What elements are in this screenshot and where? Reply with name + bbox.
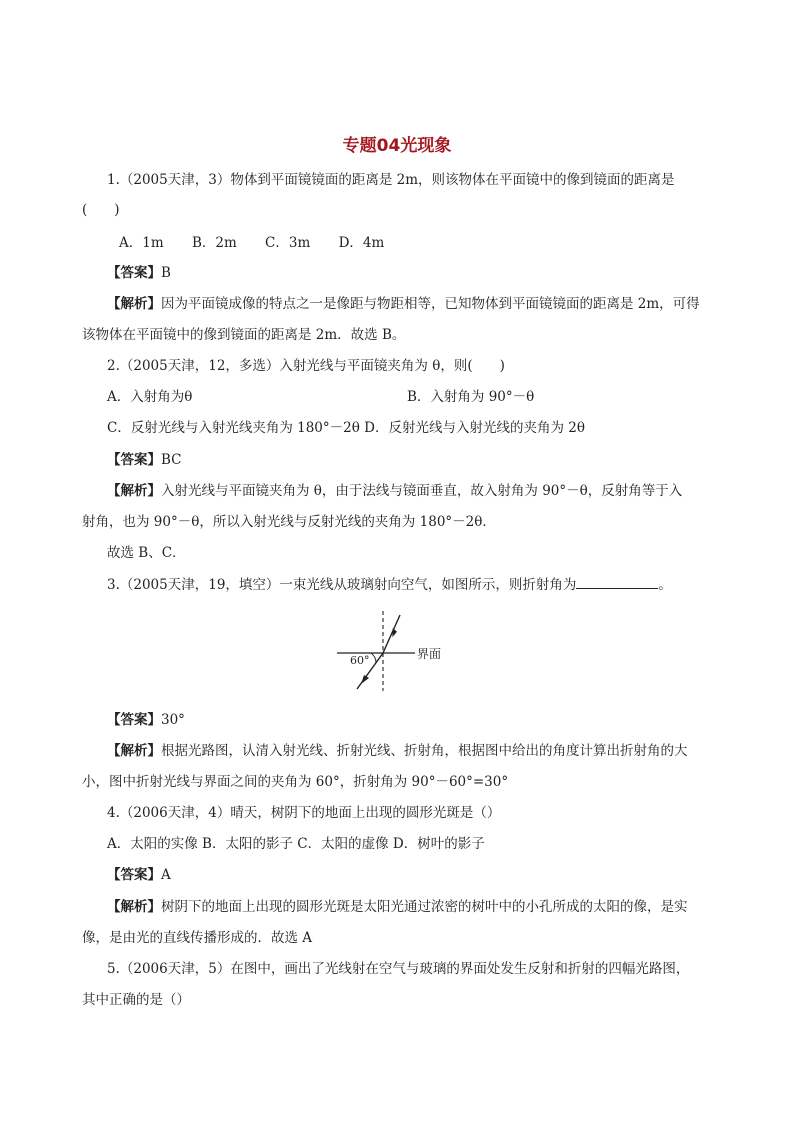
q1-analysis-cont: 该物体在平面镜中的像到镜面的距离是 2m．故选 B。	[82, 327, 406, 343]
q4-analysis-cont: 像，是由光的直线传播形成的．故选 A	[82, 930, 313, 946]
q2-conclusion: 故选 B、C．	[107, 545, 186, 561]
q4-stem: 4.（2006天津，4）晴天，树阴下的地面上出现的圆形光斑是（）	[107, 805, 501, 821]
q2-option-b: B．入射角为 90°－θ	[407, 389, 535, 405]
q4-answer	[107, 865, 171, 885]
q2-options-cd: C．反射光线与入射光线夹角为 180°－2θ D．反射光线与入射光线的夹角为 2θ	[107, 420, 585, 436]
answer-label: 【答案】	[107, 265, 161, 281]
answer-value: BC	[161, 452, 182, 468]
q1-options	[119, 233, 384, 253]
analysis-label: 【解析】	[107, 743, 161, 759]
page-title: 专题04光现象	[342, 136, 452, 156]
answer-label: 【答案】	[107, 712, 161, 728]
q1-option-b: B．2m	[191, 235, 237, 251]
refraction-diagram	[337, 611, 467, 691]
analysis-text: 因为平面镜成像的特点之一是像距与物距相等，已知物体到平面镜镜面的距离是 2m，可得	[161, 296, 700, 312]
incident-ray	[383, 615, 400, 653]
q1-option-d: D．4m	[338, 235, 385, 251]
q4-analysis	[107, 897, 688, 917]
analysis-label: 【解析】	[107, 899, 161, 915]
q1-stem-bracket: ( )	[82, 202, 120, 218]
analysis-label: 【解析】	[107, 483, 161, 499]
analysis-text: 根据光路图，认清入射光线、折射光线、折射角，根据图中给出的角度计算出折射角的大	[161, 743, 688, 759]
q3-stem-end: 。	[658, 577, 672, 593]
refracted-arrow-icon	[361, 675, 369, 684]
interface-label: 界面	[417, 647, 442, 661]
q1-option-c: C．3m	[265, 235, 311, 251]
q1-option-a: A．1m	[119, 235, 164, 251]
q5-stem: 5.（2006天津，5）在图中，画出了光线射在空气与玻璃的界面处发生反射和折射的四幅光路图，	[107, 961, 690, 977]
analysis-label: 【解析】	[107, 296, 161, 312]
incident-arrow-icon	[392, 628, 398, 637]
analysis-text: 入射光线与平面镜夹角为 θ，由于法线与镜面垂直，故入射角为 90°－θ，反射角等于入	[161, 483, 683, 499]
q1-answer	[107, 263, 171, 283]
q4-options: A．太阳的实像 B．太阳的影子 C．太阳的虚像 D．树叶的影子	[107, 836, 485, 852]
q1-stem: 1.（2005天津，3）物体到平面镜镜面的距离是 2m，则该物体在平面镜中的像到镜面的距离是	[107, 172, 675, 188]
angle-label: 60°	[350, 654, 370, 667]
q2-stem: 2.（2005天津，12，多选）入射光线与平面镜夹角为 θ，则( )	[107, 358, 505, 374]
q3-stem	[107, 574, 672, 595]
answer-blank	[576, 574, 658, 589]
q5-stem-cont: 其中正确的是（）	[82, 992, 190, 1008]
q3-answer	[107, 710, 185, 730]
q2-analysis-cont: 射角，也为 90°－θ，所以入射光线与反射光线的夹角为 180°－2θ．	[82, 514, 496, 530]
answer-label: 【答案】	[107, 867, 161, 883]
q2-analysis	[107, 481, 682, 501]
q2-option-a: A．入射角为θ	[107, 389, 193, 405]
q2-answer	[107, 450, 182, 470]
q3-analysis-cont: 小，图中折射光线与界面之间的夹角为 60°，折射角为 90°－60°=30°	[82, 774, 509, 790]
answer-label: 【答案】	[107, 452, 161, 468]
angle-arc	[371, 653, 376, 663]
q1-analysis	[107, 294, 700, 314]
q3-analysis	[107, 741, 688, 761]
answer-value: B	[161, 265, 171, 281]
answer-value: 30°	[161, 712, 185, 728]
answer-value: A	[161, 867, 171, 883]
analysis-text: 树阴下的地面上出现的圆形光斑是太阳光通过浓密的树叶中的小孔所成的太阳的像，是实	[161, 899, 688, 915]
q3-stem-text: 3.（2005天津，19，填空）一束光线从玻璃射向空气，如图所示，则折射角为	[107, 577, 577, 593]
